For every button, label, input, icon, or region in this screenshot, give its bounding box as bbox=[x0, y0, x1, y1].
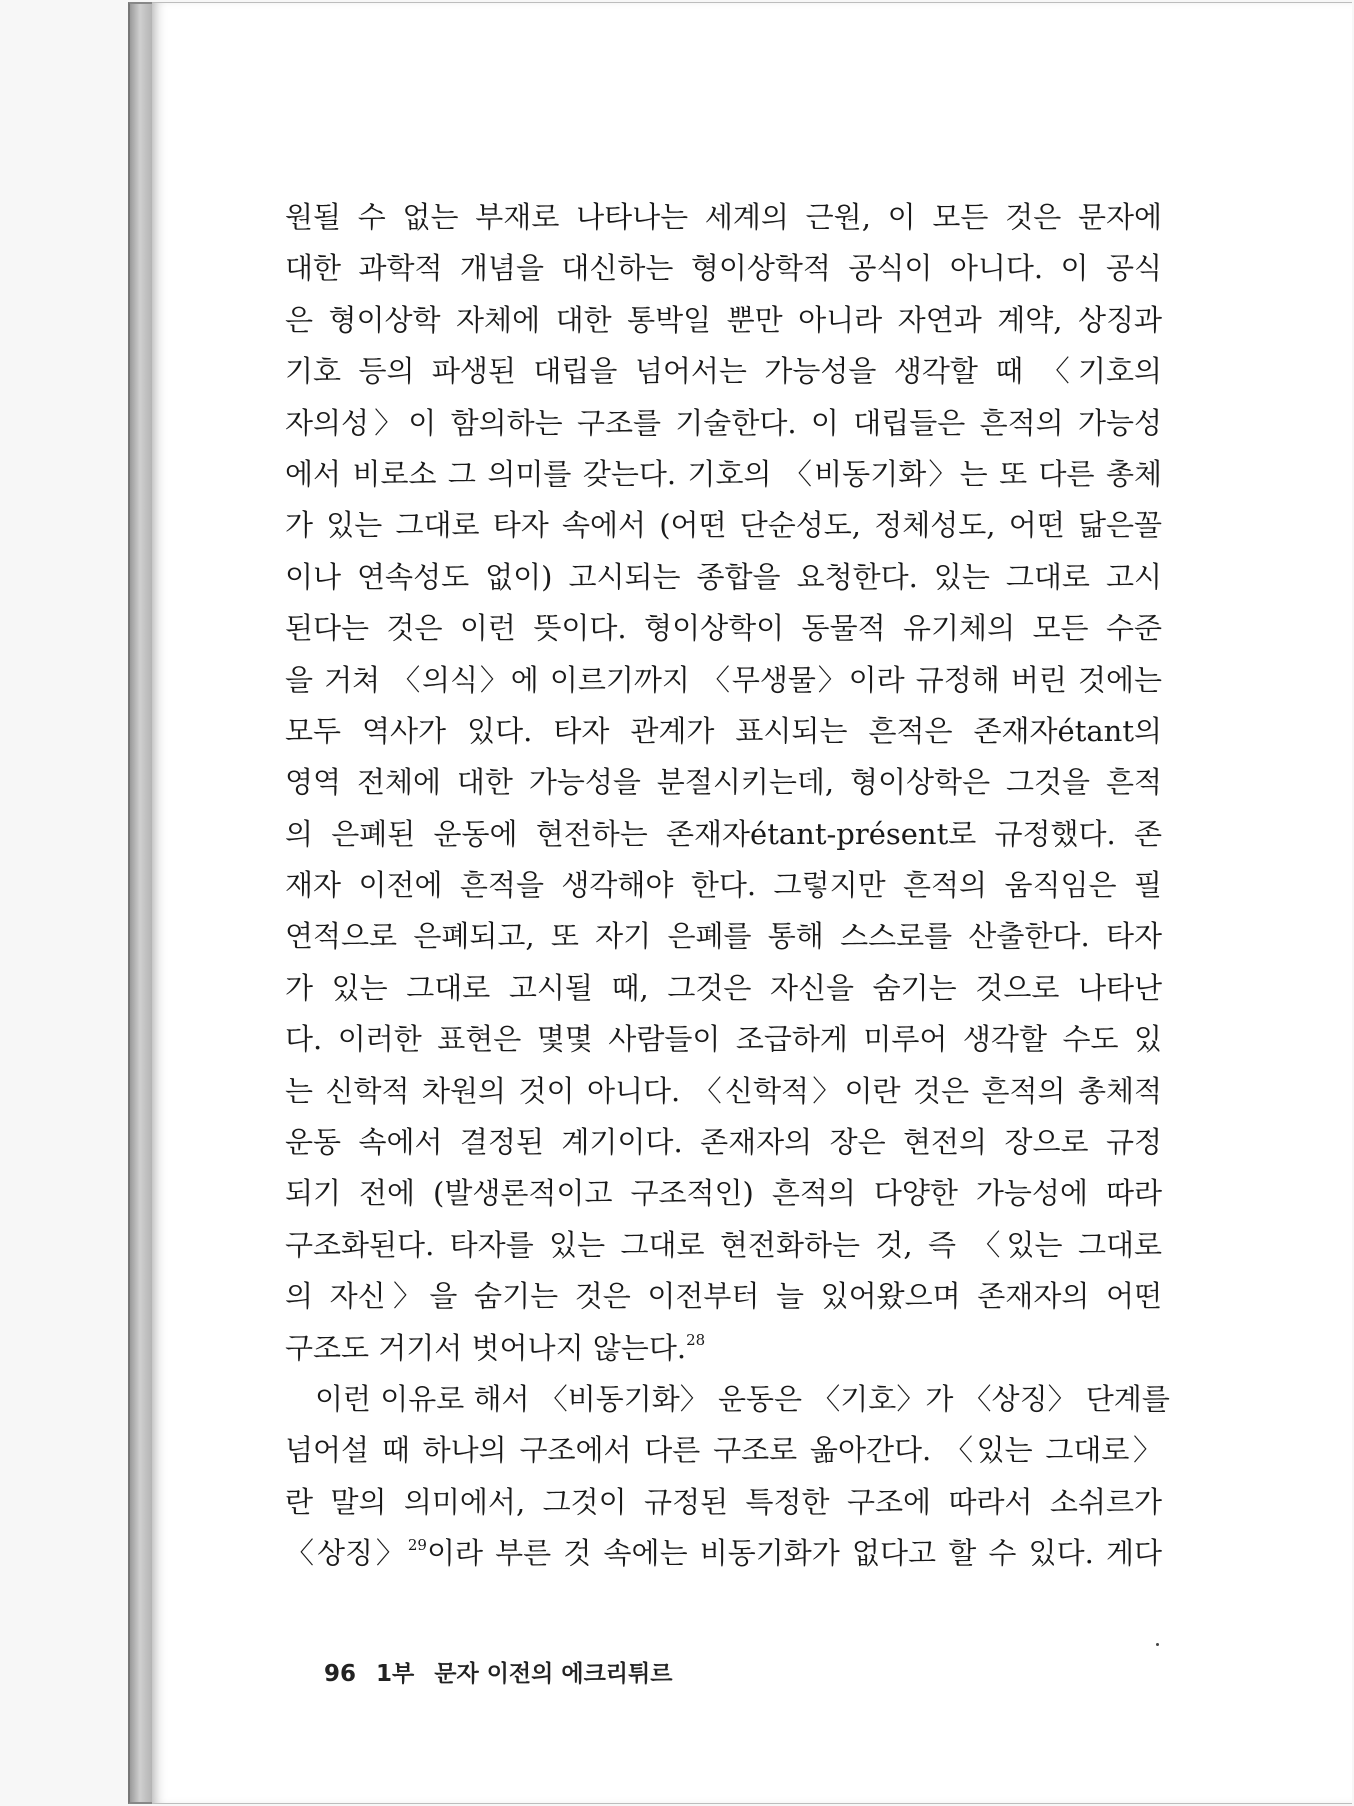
page-number: 96 bbox=[324, 1661, 357, 1687]
text-line: 된다는 것은 이런 뜻이다. 형이상학이 동물적 유기체의 모든 수준 bbox=[285, 611, 1162, 646]
text-line: 란 말의 의미에서, 그것이 규정된 특정한 구조에 따라서 소쉬르가 bbox=[285, 1484, 1162, 1519]
text-line: 는 신학적 차원의 것이 아니다. 〈신학적〉이란 것은 흔적의 총체적 bbox=[285, 1073, 1162, 1108]
text-line: 의 은폐된 운동에 현전하는 존재자étant-présent로 규정했다. 존 bbox=[285, 816, 1162, 851]
text-line-content: 구조도 거기서 벗어나지 않는다. bbox=[285, 1330, 687, 1365]
text-line: 에서 비로소 그 의미를 갖는다. 기호의 〈비동기화〉는 또 다른 총체 bbox=[285, 456, 1162, 491]
text-line: 대한 과학적 개념을 대신하는 형이상학적 공식이 아니다. 이 공식 bbox=[285, 251, 1162, 286]
text-line: 가 있는 그대로 고시될 때, 그것은 자신을 숨기는 것으로 나타난 bbox=[285, 970, 1162, 1005]
text-line: 구조화된다. 타자를 있는 그대로 현전화하는 것, 즉 〈있는 그대로 bbox=[285, 1227, 1162, 1262]
print-speck bbox=[1156, 1643, 1159, 1646]
body-text bbox=[285, 192, 1170, 1580]
text-line: 은 형이상학 자체에 대한 통박일 뿐만 아니라 자연과 계약, 상징과 bbox=[285, 302, 1162, 337]
footnote-ref[interactable]: 29 bbox=[407, 1536, 427, 1555]
text-line: 자의성〉이 함의하는 구조를 기술한다. 이 대립들은 흔적의 가능성 bbox=[285, 405, 1162, 440]
text-line: 영역 전체에 대한 가능성을 분절시키는데, 형이상학은 그것을 흔적 bbox=[285, 765, 1162, 800]
text-line: 넘어설 때 하나의 구조에서 다른 구조로 옮아간다. 〈있는 그대로〉 bbox=[285, 1433, 1162, 1468]
book-page bbox=[152, 2, 1352, 1804]
part-title: 문자 이전의 에크리튀르 bbox=[434, 1661, 673, 1687]
text-line bbox=[285, 1323, 1162, 1374]
text-line: 운동 속에서 결정된 계기이다. 존재자의 장은 현전의 장으로 규정 bbox=[285, 1125, 1162, 1160]
text-line: 을 거쳐 〈의식〉에 이르기까지 〈무생물〉이라 규정해 버린 것에는 bbox=[285, 662, 1162, 697]
text-line-content: 〈상징〉 bbox=[285, 1536, 408, 1571]
text-line: 원될 수 없는 부재로 나타나는 세계의 근원, 이 모든 것은 문자에 bbox=[285, 200, 1162, 234]
part-label: 1부 bbox=[376, 1661, 415, 1687]
text-line: 이나 연속성도 없이) 고시되는 종합을 요청한다. 있는 그대로 고시 bbox=[285, 559, 1162, 594]
text-line: 다. 이러한 표현은 몇몇 사람들이 조급하게 미루어 생각할 수도 있 bbox=[285, 1022, 1162, 1057]
text-line: 기호 등의 파생된 대립을 넘어서는 가능성을 생각할 때 〈기호의 bbox=[285, 354, 1162, 389]
text-line-content: 이라 부른 것 속에는 비동기화가 없다고 할 수 있다. 게다 bbox=[426, 1536, 1162, 1571]
text-line: 모두 역사가 있다. 타자 관계가 표시되는 흔적은 존재자étant의 bbox=[285, 713, 1162, 748]
footnote-ref[interactable]: 28 bbox=[686, 1330, 706, 1349]
text-line: 연적으로 은폐되고, 또 자기 은폐를 통해 스스로를 산출한다. 타자 bbox=[285, 919, 1162, 954]
page-footer bbox=[324, 1655, 692, 1688]
text-line: 의 자신〉을 숨기는 것은 이전부터 늘 있어왔으며 존재자의 어떤 bbox=[285, 1279, 1162, 1314]
text-line: 재자 이전에 흔적을 생각해야 한다. 그렇지만 흔적의 움직임은 필 bbox=[285, 868, 1162, 903]
text-line: 이런 이유로 해서 〈비동기화〉 운동은 〈기호〉가 〈상징〉 단계를 bbox=[315, 1381, 1170, 1416]
book bbox=[128, 2, 1352, 1804]
text-line bbox=[285, 1528, 1162, 1579]
text-line: 가 있는 그대로 타자 속에서 (어떤 단순성도, 정체성도, 어떤 닮은꼴 bbox=[285, 508, 1162, 543]
text-line: 되기 전에 (발생론적이고 구조적인) 흔적의 다양한 가능성에 따라 bbox=[285, 1176, 1162, 1211]
book-spine bbox=[128, 2, 152, 1804]
